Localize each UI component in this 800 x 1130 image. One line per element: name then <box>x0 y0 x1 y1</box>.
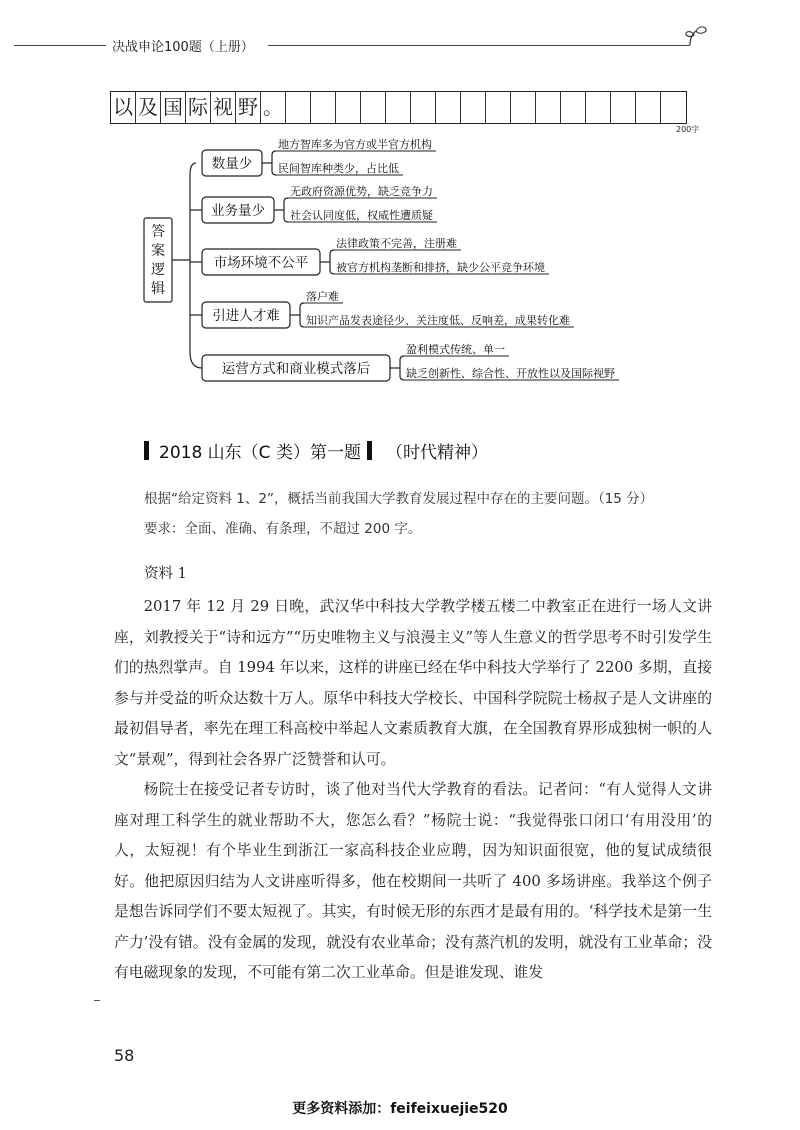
mindmap-branch-label: 市场环境不公平 <box>213 255 309 271</box>
question-prompt: 根据“给定资料 1、2”，概括当前我国大学教育发展过程中存在的主要问题。（15 分） <box>144 491 654 507</box>
mindmap-item-text: 地方智库多为官方或半官方机构 <box>278 138 432 151</box>
grid-cell <box>461 92 486 123</box>
title-bar-left <box>144 441 149 460</box>
mindmap-item-text: 知识产品发表途径少、关注度低、反响差，成果转化难 <box>306 314 570 327</box>
mindmap-item-text: 无政府资源优势，缺乏竞争力 <box>290 185 433 198</box>
footer-note: 更多资料添加：feifeixuejie520 <box>292 1101 508 1117</box>
grid-cell <box>511 92 536 123</box>
mindmap-branch-label: 数量少 <box>211 156 253 172</box>
mindmap-item-text: 盈利模式传统、单一 <box>406 343 505 356</box>
section-title <box>144 438 488 463</box>
grid-cell <box>311 92 336 123</box>
question-requirement: 要求：全面、准确、有条理，不超过 200 字。 <box>144 521 422 537</box>
mindmap-branch-label: 业务量少 <box>211 203 265 219</box>
grid-cell <box>486 92 511 123</box>
grid-cell <box>611 92 636 123</box>
grid-cell <box>411 92 436 123</box>
material-body <box>114 592 712 989</box>
grid-cell <box>661 92 686 123</box>
grid-cell <box>286 92 311 123</box>
grid-cell: 国 <box>161 92 186 123</box>
mindmap-item-text: 社会认同度低，权威性遭质疑 <box>290 209 433 222</box>
section-tag: （时代精神） <box>385 443 488 463</box>
mindmap-item-text: 民间智库种类少，占比低 <box>278 162 399 175</box>
mindmap-item-text: 缺乏创新性、综合性、开放性以及国际视野 <box>406 367 615 380</box>
answer-grid <box>110 91 687 124</box>
running-header-title: 决战申论100题（上册） <box>112 40 254 55</box>
grid-cell: 。 <box>261 92 286 123</box>
page-number: 58 <box>114 1046 135 1065</box>
mindmap-item-text: 被官方机构垄断和排挤，缺少公平竞争环境 <box>336 261 545 274</box>
header-rule-left <box>14 45 106 46</box>
grid-cell: 际 <box>186 92 211 123</box>
mindmap-item-text: 法律政策不完善，注册难 <box>336 237 457 250</box>
grid-cell <box>636 92 661 123</box>
material-paragraph-1: 2017 年 12 月 29 日晚，武汉华中科技大学教学楼五楼二中教室正在进行一场人文讲座，刘教授关于“诗和远方”“历史唯物主义与浪漫主义”等人生意义的哲学思考不时引发学生们的热烈掌声。自 1994 年以来，这样的讲座已经在华中科技大学举行了 2200 多期，直接参与并受益的听众达数十万人。原华中科技大学校长、中国科学院院士杨叔子是人文讲座的最初倡导者，率先在理工科高校中举起人文素质教育大旗，在全国教育界形成独树一帜的人文“景观”，得到社会各界广泛赞誉和认可。 <box>114 598 712 768</box>
material-title: 资料 1 <box>144 566 187 582</box>
grid-cell: 野 <box>236 92 261 123</box>
grid-cell <box>336 92 361 123</box>
header-rule-right <box>268 45 690 46</box>
material-paragraph-2: 杨院士在接受记者专访时，谈了他对当代大学教育的看法。记者问：“有人觉得人文讲座对理工科学生的就业帮助不大，您怎么看？”杨院士说：“我觉得张口闭口‘有用没用’的人，太短视！有个毕业生到浙江一家高科技企业应聘，因为知识面很宽，他的复试成绩很好。他把原因归结为人文讲座听得多，他在校期间一共听了 400 多场讲座。我举这个例子是想告诉同学们不要太短视了。其实，有时候无形的东西才是最有用的。‘科学技术是第一生产力’没有错。没有金属的发现，就没有农业革命；没有蒸汽机的发明，就没有工业革命；没有电磁现象的发现，不可能有第二次工业革命。但是谁发现、谁发 <box>114 781 712 981</box>
mindmap-branch-label: 运营方式和商业模式落后 <box>221 361 371 377</box>
grid-cell <box>436 92 461 123</box>
mindmap-branch-label: 引进人才难 <box>212 308 280 324</box>
grid-cell <box>536 92 561 123</box>
grid-cell: 及 <box>136 92 161 123</box>
grid-cell: 以 <box>111 92 136 123</box>
grid-cell <box>561 92 586 123</box>
grid-cell <box>361 92 386 123</box>
section-title-text: 2018 山东（C 类）第一题 <box>159 443 361 463</box>
answer-logic-mindmap <box>0 130 800 400</box>
margin-mark <box>94 1000 100 1001</box>
grid-cell: 视 <box>211 92 236 123</box>
mindmap-root-label: 答案逻辑 <box>151 224 165 297</box>
grid-cell <box>386 92 411 123</box>
grid-word-count: 200字 <box>676 125 700 134</box>
sprout-icon <box>682 22 712 52</box>
title-bar-right <box>367 441 372 460</box>
mindmap-item-text: 落户难 <box>306 290 339 303</box>
grid-cell <box>586 92 611 123</box>
